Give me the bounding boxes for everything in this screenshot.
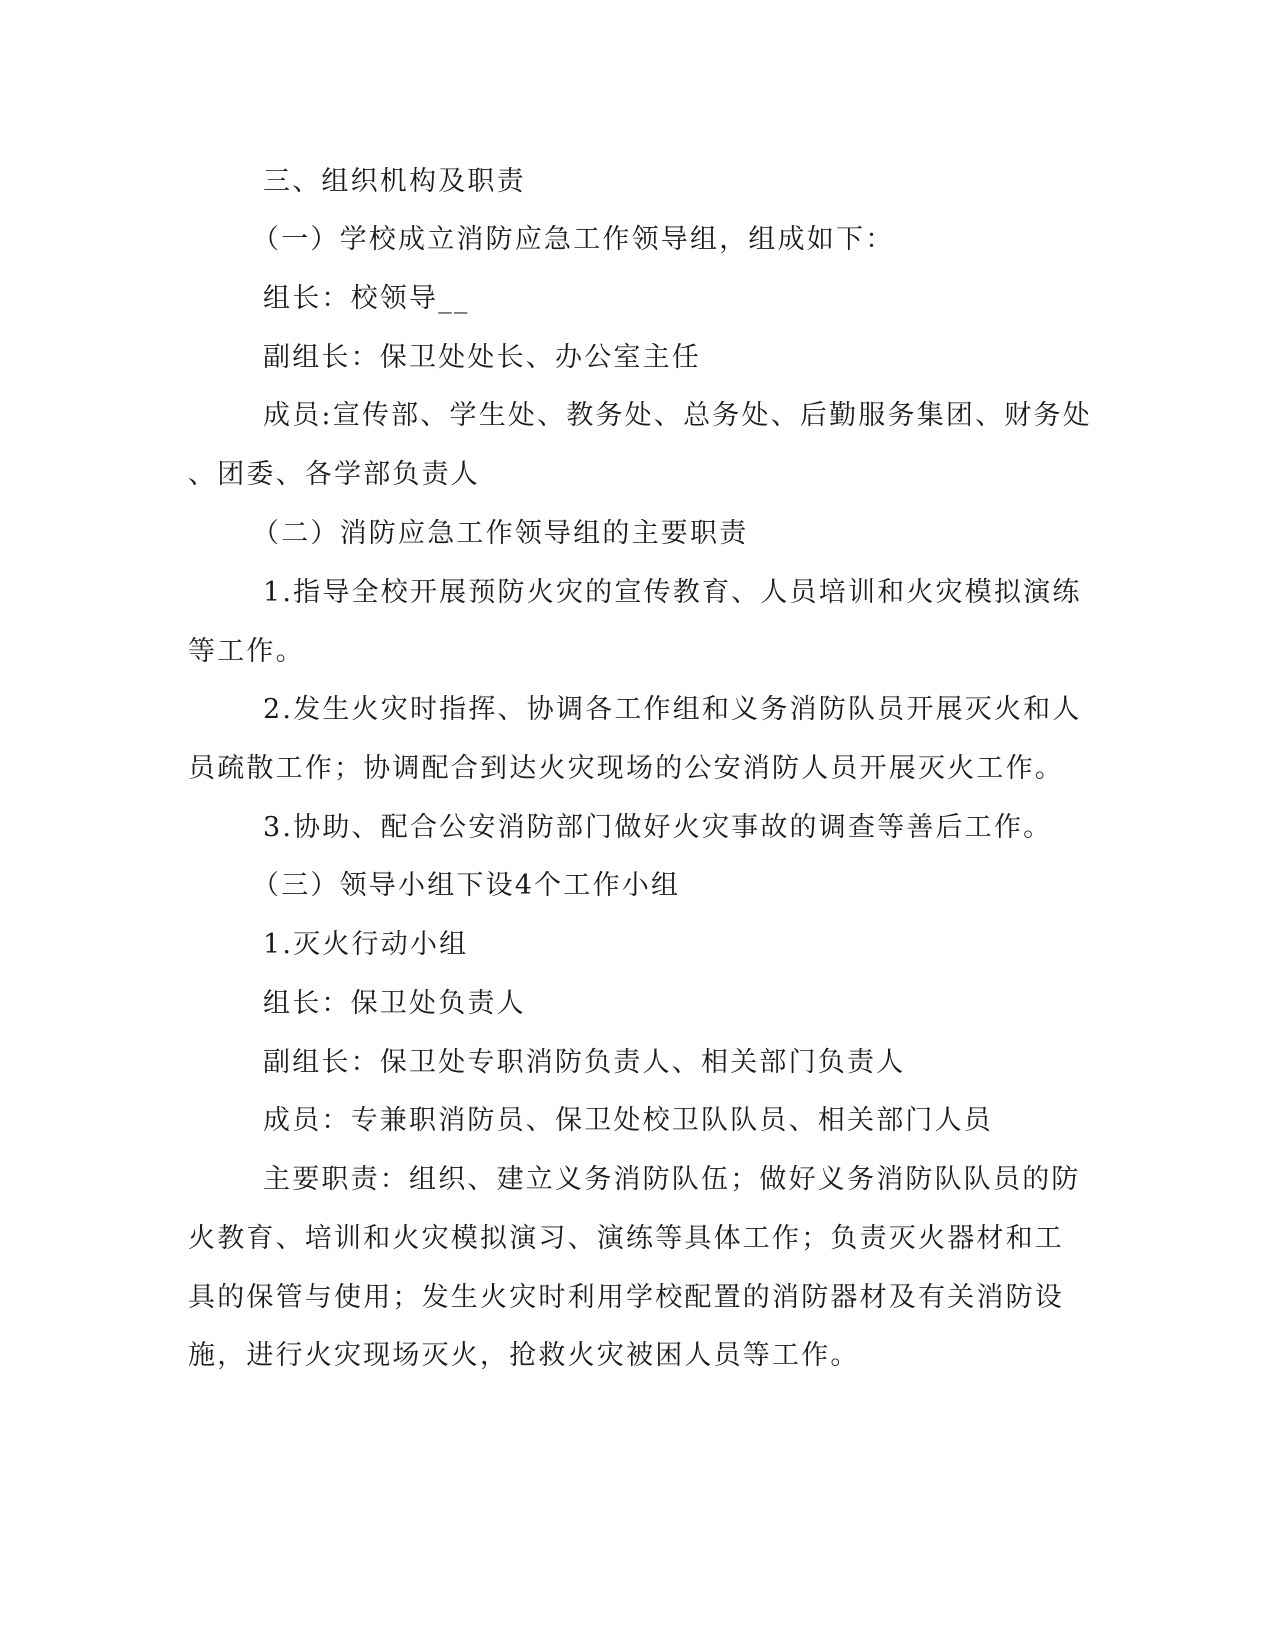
- text-line: 具的保管与使用；发生火灾时利用学校配置的消防器材及有关消防设: [188, 1282, 1064, 1313]
- text-line: 3.协助、配合公安消防部门做好火灾事故的调查等善后工作。: [263, 812, 1053, 843]
- subsection-heading-2: （二）消防应急工作领导组的主要职责: [252, 518, 749, 549]
- text-line: 施，进行火灾现场灭火，抢救火灾被困人员等工作。: [188, 1340, 860, 1371]
- text-line: 副组长：保卫处处长、办公室主任: [263, 342, 701, 373]
- text-line: 组长：保卫处负责人: [263, 988, 526, 1019]
- text-line: 副组长：保卫处专职消防负责人、相关部门负责人: [263, 1047, 906, 1078]
- text-line: 主要职责：组织、建立义务消防队伍；做好义务消防队队员的防: [263, 1164, 1081, 1195]
- text-line: 等工作。: [188, 636, 305, 667]
- text-line: 火教育、培训和火灾模拟演习、演练等具体工作；负责灭火器材和工: [188, 1223, 1064, 1254]
- text-line: 2.发生火灾时指挥、协调各工作组和义务消防队员开展灭火和人: [263, 694, 1082, 725]
- text-line: 成员：专兼职消防员、保卫处校卫队队员、相关部门人员: [263, 1105, 993, 1136]
- text-line: 组长：校领导__: [263, 283, 470, 314]
- section-heading: 三、组织机构及职责: [263, 166, 526, 197]
- text-line: 成员:宣传部、学生处、教务处、总务处、后勤服务集团、财务处: [263, 400, 1092, 431]
- text-line: 1.指导全校开展预防火灾的宣传教育、人员培训和火灾模拟演练: [263, 577, 1082, 608]
- text-line: 1.灭火行动小组: [263, 929, 469, 960]
- subsection-heading-1: （一）学校成立消防应急工作领导组，组成如下：: [252, 224, 895, 255]
- text-line: 、团委、各学部负责人: [188, 459, 480, 490]
- text-line: 员疏散工作；协调配合到达火灾现场的公安消防人员开展灭火工作。: [188, 753, 1064, 784]
- subsection-heading-3: （三）领导小组下设4个工作小组: [252, 870, 681, 901]
